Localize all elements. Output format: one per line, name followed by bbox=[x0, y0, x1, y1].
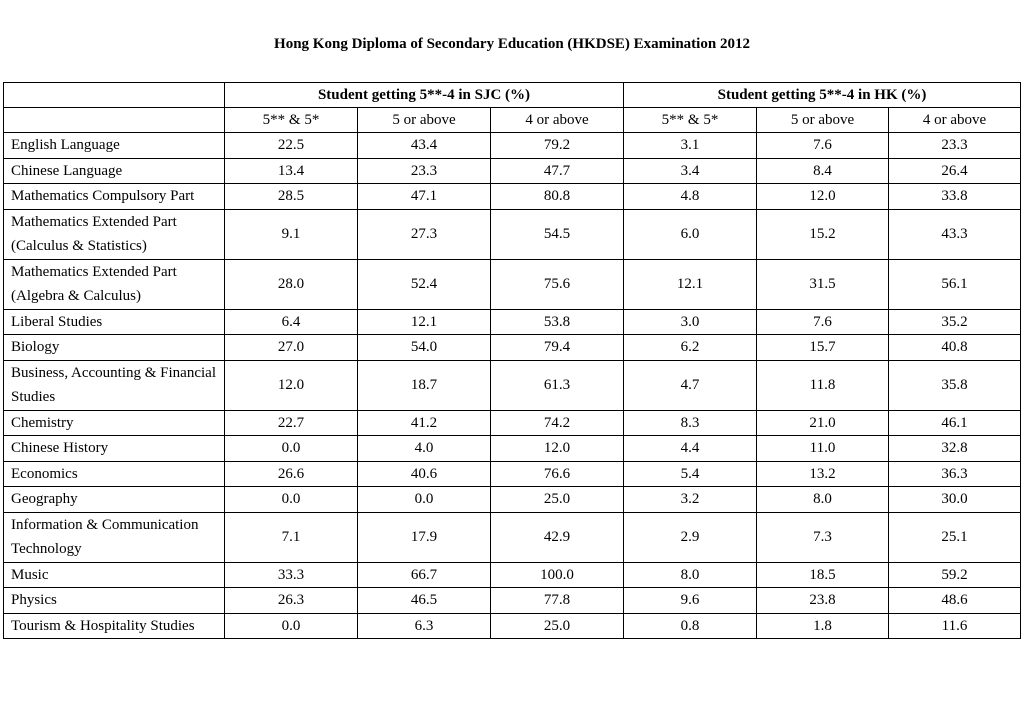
value-cell: 4.7 bbox=[624, 360, 757, 410]
value-cell: 26.6 bbox=[225, 461, 358, 487]
value-cell: 74.2 bbox=[491, 410, 624, 436]
value-cell: 0.0 bbox=[225, 487, 358, 513]
results-table bbox=[3, 82, 1021, 639]
value-cell: 13.2 bbox=[757, 461, 889, 487]
value-cell: 42.9 bbox=[491, 512, 624, 562]
table-row bbox=[4, 360, 1021, 410]
subject-cell: English Language bbox=[4, 133, 225, 159]
table-row bbox=[4, 562, 1021, 588]
value-cell: 5.4 bbox=[624, 461, 757, 487]
value-cell: 59.2 bbox=[889, 562, 1021, 588]
value-cell: 79.4 bbox=[491, 335, 624, 361]
table-row bbox=[4, 335, 1021, 361]
value-cell: 0.0 bbox=[225, 613, 358, 639]
table-row bbox=[4, 209, 1021, 259]
value-cell: 23.3 bbox=[358, 158, 491, 184]
value-cell: 77.8 bbox=[491, 588, 624, 614]
value-cell: 30.0 bbox=[889, 487, 1021, 513]
value-cell: 8.0 bbox=[757, 487, 889, 513]
subject-cell: Mathematics Extended Part (Calculus & Statistics) bbox=[4, 209, 225, 259]
value-cell: 43.3 bbox=[889, 209, 1021, 259]
value-cell: 18.7 bbox=[358, 360, 491, 410]
value-cell: 3.4 bbox=[624, 158, 757, 184]
value-cell: 25.0 bbox=[491, 487, 624, 513]
subject-cell: Music bbox=[4, 562, 225, 588]
table-row bbox=[4, 133, 1021, 159]
value-cell: 47.1 bbox=[358, 184, 491, 210]
value-cell: 76.6 bbox=[491, 461, 624, 487]
subject-cell: Liberal Studies bbox=[4, 309, 225, 335]
value-cell: 2.9 bbox=[624, 512, 757, 562]
value-cell: 21.0 bbox=[757, 410, 889, 436]
value-cell: 31.5 bbox=[757, 259, 889, 309]
value-cell: 35.2 bbox=[889, 309, 1021, 335]
value-cell: 0.0 bbox=[225, 436, 358, 462]
value-cell: 61.3 bbox=[491, 360, 624, 410]
value-cell: 9.1 bbox=[225, 209, 358, 259]
hk-5star-header: 5** & 5* bbox=[624, 108, 757, 133]
value-cell: 7.6 bbox=[757, 309, 889, 335]
table-row bbox=[4, 613, 1021, 639]
sjc-5-above-header: 5 or above bbox=[358, 108, 491, 133]
value-cell: 52.4 bbox=[358, 259, 491, 309]
value-cell: 48.6 bbox=[889, 588, 1021, 614]
value-cell: 6.4 bbox=[225, 309, 358, 335]
value-cell: 23.8 bbox=[757, 588, 889, 614]
hk-5-above-header: 5 or above bbox=[757, 108, 889, 133]
table-body bbox=[4, 133, 1021, 639]
value-cell: 6.2 bbox=[624, 335, 757, 361]
value-cell: 0.0 bbox=[358, 487, 491, 513]
value-cell: 1.8 bbox=[757, 613, 889, 639]
value-cell: 28.5 bbox=[225, 184, 358, 210]
value-cell: 40.8 bbox=[889, 335, 1021, 361]
value-cell: 43.4 bbox=[358, 133, 491, 159]
value-cell: 28.0 bbox=[225, 259, 358, 309]
value-cell: 54.5 bbox=[491, 209, 624, 259]
value-cell: 36.3 bbox=[889, 461, 1021, 487]
value-cell: 27.3 bbox=[358, 209, 491, 259]
page-title: Hong Kong Diploma of Secondary Education (HKDSE) Examination 2012 bbox=[274, 36, 750, 52]
value-cell: 26.3 bbox=[225, 588, 358, 614]
value-cell: 15.7 bbox=[757, 335, 889, 361]
value-cell: 75.6 bbox=[491, 259, 624, 309]
sjc-5star-header: 5** & 5* bbox=[225, 108, 358, 133]
table-row bbox=[4, 184, 1021, 210]
value-cell: 12.1 bbox=[358, 309, 491, 335]
subject-cell: Business, Accounting & Financial Studies bbox=[4, 360, 225, 410]
subject-cell: Tourism & Hospitality Studies bbox=[4, 613, 225, 639]
value-cell: 80.8 bbox=[491, 184, 624, 210]
value-cell: 12.0 bbox=[225, 360, 358, 410]
value-cell: 12.0 bbox=[491, 436, 624, 462]
value-cell: 27.0 bbox=[225, 335, 358, 361]
value-cell: 54.0 bbox=[358, 335, 491, 361]
table-row bbox=[4, 487, 1021, 513]
subject-cell: Physics bbox=[4, 588, 225, 614]
value-cell: 15.2 bbox=[757, 209, 889, 259]
value-cell: 22.7 bbox=[225, 410, 358, 436]
value-cell: 7.1 bbox=[225, 512, 358, 562]
value-cell: 4.8 bbox=[624, 184, 757, 210]
group-header-row bbox=[4, 83, 1021, 108]
hk-group-header: Student getting 5**-4 in HK (%) bbox=[624, 83, 1021, 108]
subject-cell: Mathematics Extended Part (Algebra & Calculus) bbox=[4, 259, 225, 309]
table-row bbox=[4, 588, 1021, 614]
table-row bbox=[4, 259, 1021, 309]
value-cell: 12.0 bbox=[757, 184, 889, 210]
value-cell: 25.1 bbox=[889, 512, 1021, 562]
value-cell: 3.1 bbox=[624, 133, 757, 159]
value-cell: 3.0 bbox=[624, 309, 757, 335]
value-cell: 22.5 bbox=[225, 133, 358, 159]
value-cell: 11.6 bbox=[889, 613, 1021, 639]
value-cell: 53.8 bbox=[491, 309, 624, 335]
value-cell: 8.3 bbox=[624, 410, 757, 436]
table-row bbox=[4, 512, 1021, 562]
subject-header-cell bbox=[4, 83, 225, 108]
value-cell: 9.6 bbox=[624, 588, 757, 614]
value-cell: 26.4 bbox=[889, 158, 1021, 184]
subject-cell: Biology bbox=[4, 335, 225, 361]
value-cell: 17.9 bbox=[358, 512, 491, 562]
value-cell: 4.4 bbox=[624, 436, 757, 462]
value-cell: 33.8 bbox=[889, 184, 1021, 210]
value-cell: 8.4 bbox=[757, 158, 889, 184]
subject-cell: Geography bbox=[4, 487, 225, 513]
value-cell: 8.0 bbox=[624, 562, 757, 588]
sjc-group-header: Student getting 5**-4 in SJC (%) bbox=[225, 83, 624, 108]
value-cell: 6.0 bbox=[624, 209, 757, 259]
value-cell: 100.0 bbox=[491, 562, 624, 588]
value-cell: 18.5 bbox=[757, 562, 889, 588]
value-cell: 4.0 bbox=[358, 436, 491, 462]
subject-cell: Chinese History bbox=[4, 436, 225, 462]
value-cell: 13.4 bbox=[225, 158, 358, 184]
value-cell: 33.3 bbox=[225, 562, 358, 588]
table-row bbox=[4, 461, 1021, 487]
value-cell: 12.1 bbox=[624, 259, 757, 309]
sub-header-row bbox=[4, 108, 1021, 133]
hk-4-above-header: 4 or above bbox=[889, 108, 1021, 133]
value-cell: 32.8 bbox=[889, 436, 1021, 462]
value-cell: 46.5 bbox=[358, 588, 491, 614]
subject-cell: Information & Communication Technology bbox=[4, 512, 225, 562]
value-cell: 47.7 bbox=[491, 158, 624, 184]
subject-cell: Economics bbox=[4, 461, 225, 487]
value-cell: 6.3 bbox=[358, 613, 491, 639]
value-cell: 40.6 bbox=[358, 461, 491, 487]
value-cell: 25.0 bbox=[491, 613, 624, 639]
subject-subheader-cell bbox=[4, 108, 225, 133]
sjc-4-above-header: 4 or above bbox=[491, 108, 624, 133]
value-cell: 79.2 bbox=[491, 133, 624, 159]
subject-cell: Chinese Language bbox=[4, 158, 225, 184]
value-cell: 7.6 bbox=[757, 133, 889, 159]
value-cell: 23.3 bbox=[889, 133, 1021, 159]
subject-cell: Chemistry bbox=[4, 410, 225, 436]
table-row bbox=[4, 410, 1021, 436]
value-cell: 41.2 bbox=[358, 410, 491, 436]
value-cell: 46.1 bbox=[889, 410, 1021, 436]
value-cell: 0.8 bbox=[624, 613, 757, 639]
table-row bbox=[4, 309, 1021, 335]
table-row bbox=[4, 436, 1021, 462]
value-cell: 11.8 bbox=[757, 360, 889, 410]
value-cell: 11.0 bbox=[757, 436, 889, 462]
value-cell: 66.7 bbox=[358, 562, 491, 588]
table-row bbox=[4, 158, 1021, 184]
subject-cell: Mathematics Compulsory Part bbox=[4, 184, 225, 210]
value-cell: 35.8 bbox=[889, 360, 1021, 410]
value-cell: 3.2 bbox=[624, 487, 757, 513]
value-cell: 7.3 bbox=[757, 512, 889, 562]
value-cell: 56.1 bbox=[889, 259, 1021, 309]
